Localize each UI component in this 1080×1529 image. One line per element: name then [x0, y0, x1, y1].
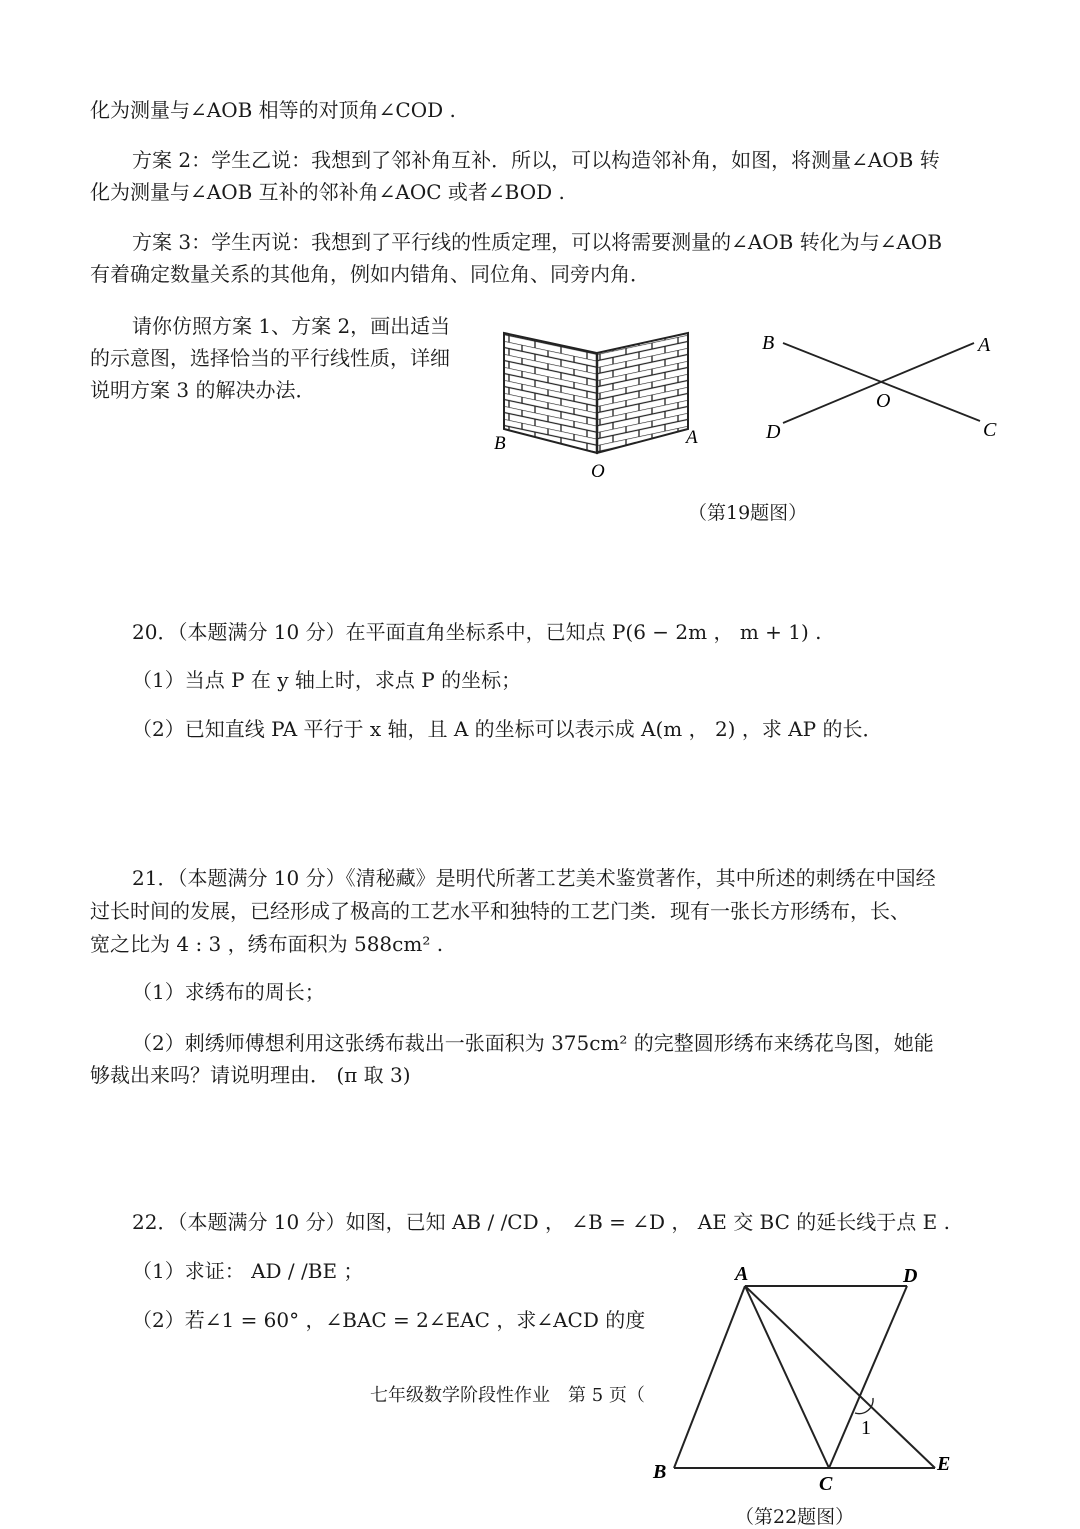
crossing-lines-figure	[750, 325, 1010, 450]
q22-label-d: D	[903, 1265, 918, 1287]
q19-caption: （第19题图）	[688, 502, 808, 524]
cross-label-c: C	[983, 419, 997, 441]
q22-figure	[645, 1258, 955, 1498]
q21-part2-line2: 够裁出来吗？请说明理由． (π 取 3)	[90, 1063, 411, 1087]
q22-label-e: E	[937, 1453, 951, 1475]
q21-stem-line3: 宽之比为 4 : 3 ，绣布面积为 588cm² .	[90, 932, 444, 956]
q20-part2: （2）已知直线 PA 平行于 x 轴，且 A 的坐标可以表示成 A(m ， 2) ，求 AP 的长．	[132, 717, 883, 741]
cross-label-o: O	[876, 390, 891, 412]
q19-scheme1-end: 化为测量与∠AOB 相等的对顶角∠COD .	[90, 98, 456, 122]
q21-part2-line1: （2）刺绣师傅想利用这张绣布裁出一张面积为 375cm² 的完整圆形绣布来绣花鸟图，她能	[132, 1031, 934, 1055]
q22-angle-1: 1	[861, 1417, 871, 1439]
cross-label-d: D	[766, 421, 781, 443]
q19-plan2-line1: 方案 2：学生乙说：我想到了邻补角互补．所以，可以构造邻补角，如图，将测量∠AOB 转	[132, 148, 940, 172]
wall-label-b: B	[494, 433, 506, 454]
wall-figure	[490, 325, 710, 485]
q19-plan3-line1: 方案 3：学生丙说：我想到了平行线的性质定理，可以将需要测量的∠AOB 转化为与∠AOB	[132, 230, 943, 254]
cross-label-b: B	[762, 332, 775, 354]
q19-plan2-line2: 化为测量与∠AOB 互补的邻补角∠AOC 或者∠BOD .	[90, 180, 565, 204]
q22-label-a: A	[735, 1263, 749, 1285]
q21-stem-line2: 过长时间的发展，已经形成了极高的工艺水平和独特的工艺门类．现有一张长方形绣布，长、	[90, 899, 910, 923]
q19-ask-line3: 说明方案 3 的解决办法．	[90, 378, 316, 402]
q22-label-c: C	[819, 1473, 833, 1495]
q21-stem-line1: 21．（本题满分 10 分）《清秘藏》是明代所著工艺美术鉴赏著作，其中所述的刺绣在中国经	[132, 866, 936, 890]
q20-part1: （1）当点 P 在 y 轴上时，求点 P 的坐标；	[132, 668, 522, 692]
cross-label-a: A	[978, 334, 991, 356]
q20-stem: 20．（本题满分 10 分）在平面直角坐标系中，已知点 P(6 − 2m ， m + 1) .	[132, 620, 822, 644]
q22-label-b: B	[653, 1461, 667, 1483]
page-footer: 七年级数学阶段性作业 第 5 页（	[370, 1385, 645, 1406]
q22-part1: （1）求证： AD / /BE ；	[132, 1259, 364, 1283]
q22-part2: （2）若∠1 = 60° ，∠BAC = 2∠EAC ，求∠ACD 的度数．	[132, 1308, 686, 1332]
wall-label-o: O	[591, 461, 605, 482]
wall-left-face	[504, 333, 597, 453]
q19-ask-line1: 请你仿照方案 1、方案 2，画出适当	[132, 314, 451, 338]
q22-caption: （第22题图）	[735, 1506, 855, 1528]
q22-stem: 22．（本题满分 10 分）如图，已知 AB / /CD ， ∠B = ∠D ， AE 交 BC 的延长线于点 E .	[132, 1210, 950, 1234]
wall-label-a: A	[686, 427, 698, 448]
q19-ask-line2: 的示意图，选择恰当的平行线性质，详细	[90, 346, 450, 370]
wall-right-face	[597, 333, 688, 453]
q19-plan3-line2: 有着确定数量关系的其他角，例如内错角、同位角、同旁内角．	[90, 262, 650, 286]
q21-part1: （1）求绣布的周长；	[132, 980, 325, 1004]
